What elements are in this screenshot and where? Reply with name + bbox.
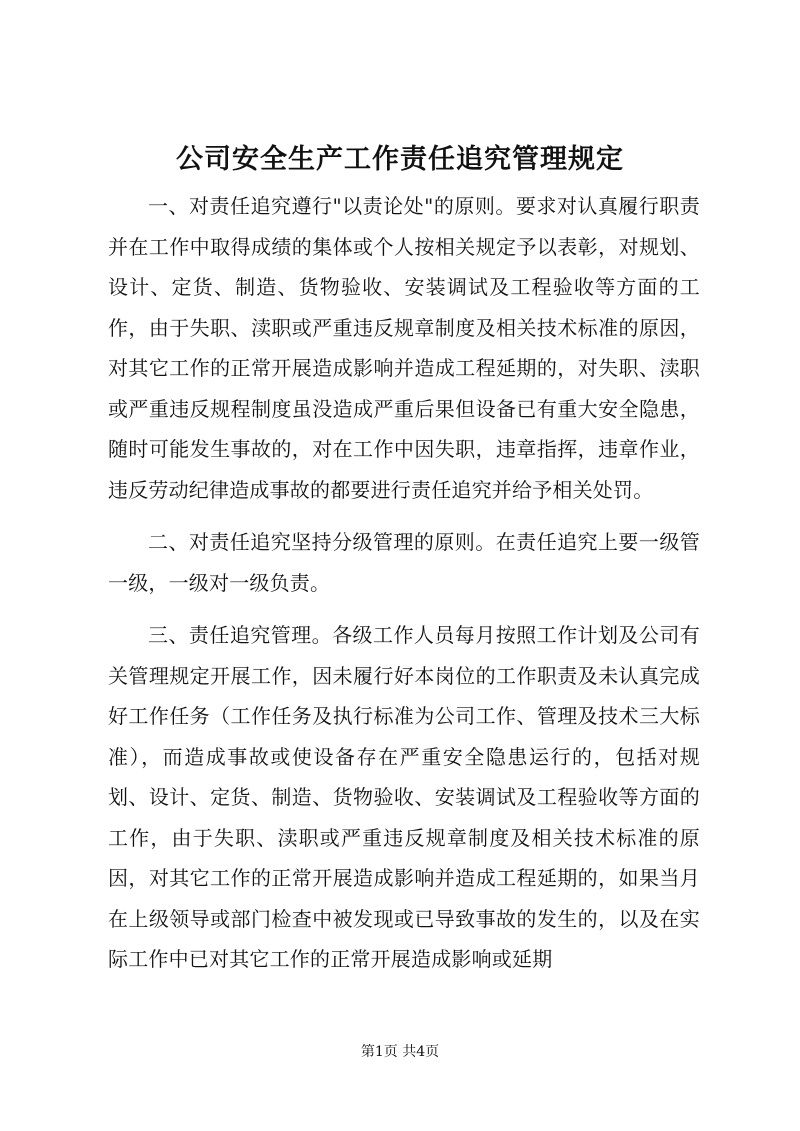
page-footer: 第1页 共4页 [360,1044,440,1060]
paragraph-2: 二、对责任追究坚持分级管理的原则。在责任追究上要一级管一级，一级对一级负责。 [108,530,700,595]
paragraph-3: 三、责任追究管理。各级工作人员每月按照工作计划及公司有关管理规定开展工作，因未履行好本岗位的工作职责及未认真完成好工作任务（工作任务及执行标准为公司工作、管理及技术三大标准），而造成事故或使设备存在严重安全隐患运行的，包括对规划、设计、定货、制造、货物验收、安装调试及工程验收等方面的工作，由于失职、渎职或严重违反规章制度及相关技术标准的原因，对其它工作的正常开展造成影响并造成工程延期的，如果当月在上级领导或部门检查中被发现或已导致事故的发生的，以及在实际工作中已对其它工作的正常开展造成影响或延期 [108,623,700,971]
document-title: 公司安全生产工作责任追究管理规定 [176,144,624,175]
paragraph-1: 一、对责任追究遵行"以责论处"的原则。要求对认真履行职责并在工作中取得成绩的集体或个人按相关规定予以表彰，对规划、设计、定货、制造、货物验收、安装调试及工程验收等方面的工作，由于失职、渎职或严重违反规章制度及相关技术标准的原因，对其它工作的正常开展造成影响并造成工程延期的，对失职、渎职或严重违反规程制度虽没造成严重后果但设备已有重大安全隐患，随时可能发生事故的，对在工作中因失职，违章指挥，违章作业，违反劳动纪律造成事故的都要进行责任追究并给予相关处罚。 [108,194,700,502]
document-body [108,186,700,992]
